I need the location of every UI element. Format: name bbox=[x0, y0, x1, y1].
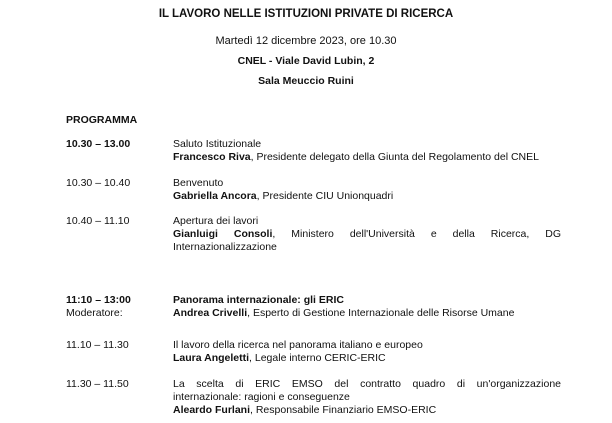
speaker-name: Laura Angeletti bbox=[173, 352, 250, 364]
schedule-time: 11.30 – 11.50 bbox=[66, 378, 129, 390]
session-title: Panorama internazionale: gli ERIC bbox=[173, 294, 344, 306]
schedule-entry bbox=[173, 138, 561, 164]
speaker-line bbox=[173, 190, 561, 203]
speaker-name: Francesco Riva bbox=[173, 151, 251, 163]
event-venue: CNEL - Viale David Lubin, 2 bbox=[237, 55, 375, 67]
speaker-role: , Presidente delegato della Giunta del Regolamento del CNEL bbox=[250, 151, 539, 163]
schedule-time: 11.10 – 11.30 bbox=[66, 339, 129, 351]
speaker-line bbox=[173, 352, 561, 365]
programma-heading: PROGRAMMA bbox=[66, 114, 138, 126]
speaker-name: Andrea Crivelli bbox=[173, 307, 248, 319]
speaker-role: , Ministero dell'Università e della Ricerca, DG bbox=[272, 228, 561, 240]
speaker-line bbox=[173, 307, 561, 320]
speaker-name: Gabriella Ancora bbox=[173, 190, 257, 202]
schedule-entry bbox=[173, 177, 561, 203]
document-title: IL LAVORO NELLE ISTITUZIONI PRIVATE DI RICERCA bbox=[158, 8, 454, 20]
schedule-time: 10.40 – 11.10 bbox=[66, 215, 130, 227]
schedule-time: 11:10 – 13:00 bbox=[66, 294, 131, 306]
speaker-role-continued: Internazionalizzazione bbox=[173, 241, 277, 253]
speaker-role: , Esperto di Gestione Internazionale delle Risorse Umane bbox=[247, 307, 515, 319]
speaker-line bbox=[173, 228, 561, 241]
moderator-label: Moderatore: bbox=[66, 307, 123, 319]
speaker-role: , Legale interno CERIC-ERIC bbox=[249, 352, 386, 364]
schedule-entry bbox=[173, 215, 561, 254]
session-title: Il lavoro della ricerca nel panorama italiano e europeo bbox=[173, 339, 423, 351]
speaker-name: Gianluigi Consoli bbox=[173, 228, 273, 240]
speaker-role: , Presidente CIU Unionquadri bbox=[256, 190, 394, 202]
speaker-role: , Responsabile Finanziario EMSO-ERIC bbox=[250, 404, 437, 416]
session-title-continued: internazionale: ragioni e conseguenze bbox=[173, 391, 350, 403]
schedule-entry bbox=[173, 378, 561, 417]
speaker-name: Aleardo Furlani bbox=[173, 404, 251, 416]
schedule-time: 10.30 – 10.40 bbox=[66, 177, 131, 189]
event-date: Martedì 12 dicembre 2023, ore 10.30 bbox=[215, 35, 397, 47]
schedule-entry bbox=[173, 339, 561, 365]
speaker-line bbox=[173, 404, 561, 417]
schedule-entry bbox=[173, 294, 561, 320]
session-title: Saluto Istituzionale bbox=[173, 138, 262, 150]
event-room: Sala Meuccio Ruini bbox=[258, 75, 354, 87]
session-title: La scelta di ERIC EMSO del contratto quadro di un'organizzazione bbox=[173, 378, 561, 390]
session-title: Benvenuto bbox=[173, 177, 224, 189]
schedule-time: 10.30 – 13.00 bbox=[66, 138, 131, 150]
speaker-line bbox=[173, 151, 561, 164]
session-title: Apertura dei lavori bbox=[173, 215, 259, 227]
